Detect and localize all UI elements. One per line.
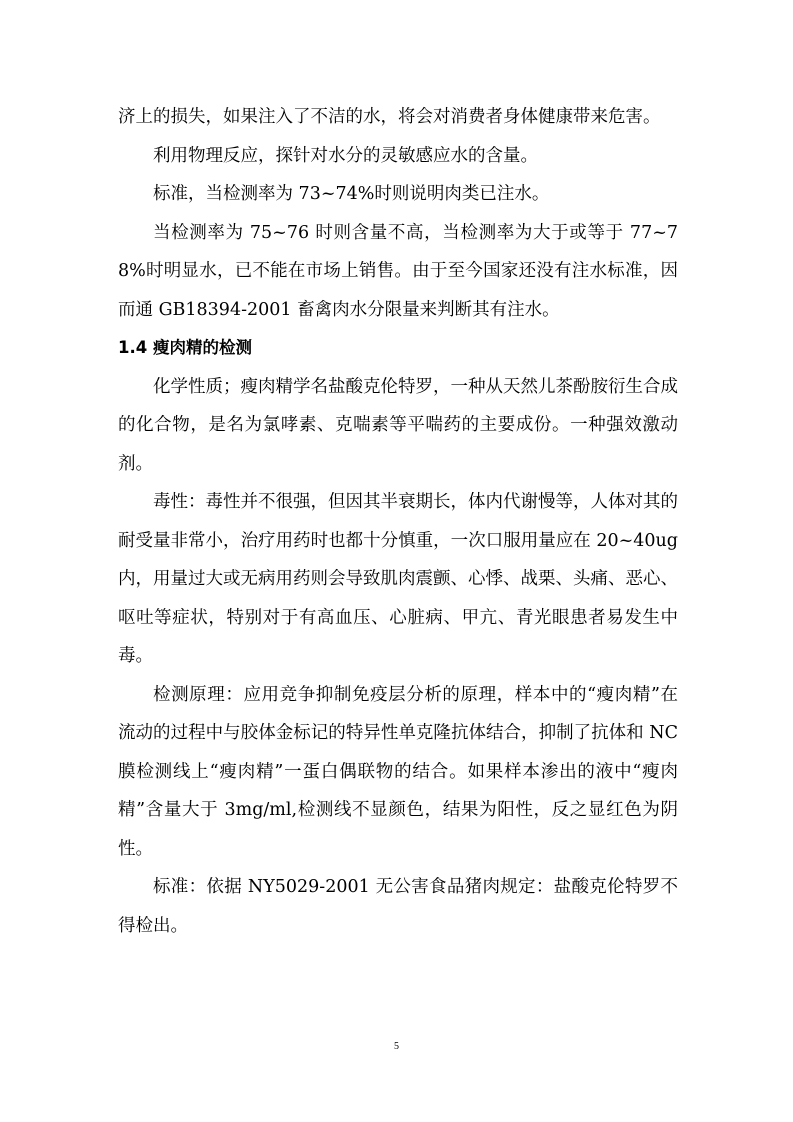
- page-number: 5: [394, 1041, 399, 1052]
- paragraph-chemical-properties: 化学性质；瘦肉精学名盐酸克伦特罗，一种从天然儿茶酚胺衍生合成的化合物，是名为氯哮素、克喘素等平喘药的主要成份。一种强效激动剂。: [118, 376, 678, 474]
- paragraph-standard-75: 当检测率为 75~76 时则含量不高，当检测率为大于或等于 77~78%时明显水，已不能在市场上销售。由于至今国家还没有注水标准，因而通 GB18394-2001 畜禽肉水分限量来判断其有注水。: [118, 222, 678, 320]
- document-body: [118, 98, 678, 945]
- paragraph-standard-ny5029: 标准：依据 NY5029-2001 无公害食品猪肉规定：盐酸克伦特罗不得检出。: [118, 877, 678, 936]
- section-heading: 1.4 瘦肉精的检测: [118, 338, 252, 357]
- paragraph-detection-principle: 检测原理：应用竞争抑制免疫层分析的原理，样本中的“瘦肉精”在流动的过程中与胶体金标记的特异性单克隆抗体结合，抑制了抗体和 NC 膜检测线上“瘦肉精”一蛋白偶联物的结合。如果样本渗出的液中“瘦肉精”含量大于 3mg/ml,检测线不显颜色，结果为阳性，反之显红色为阴性。: [118, 684, 678, 859]
- paragraph-toxicity: 毒性：毒性并不很强，但因其半衰期长，体内代谢慢等，人体对其的耐受量非常小，治疗用药时也都十分慎重，一次口服用量应在 20~40ug 内，用量过大或无病用药则会导致肌肉震颤、心悸、战栗、头痛、恶心、呕吐等症状，特别对于有高血压、心脏病、甲亢、青光眼患者易发生中毒。: [118, 492, 678, 666]
- paragraph-standard-73: 标准，当检测率为 73~74%时则说明肉类已注水。: [153, 184, 550, 204]
- paragraph-probe-method: 利用物理反应，探针对水分的灵敏感应水的含量。: [153, 145, 538, 166]
- paragraph-continuation: 济上的损失，如果注入了不洁的水，将会对消费者身体健康带来危害。: [118, 107, 661, 127]
